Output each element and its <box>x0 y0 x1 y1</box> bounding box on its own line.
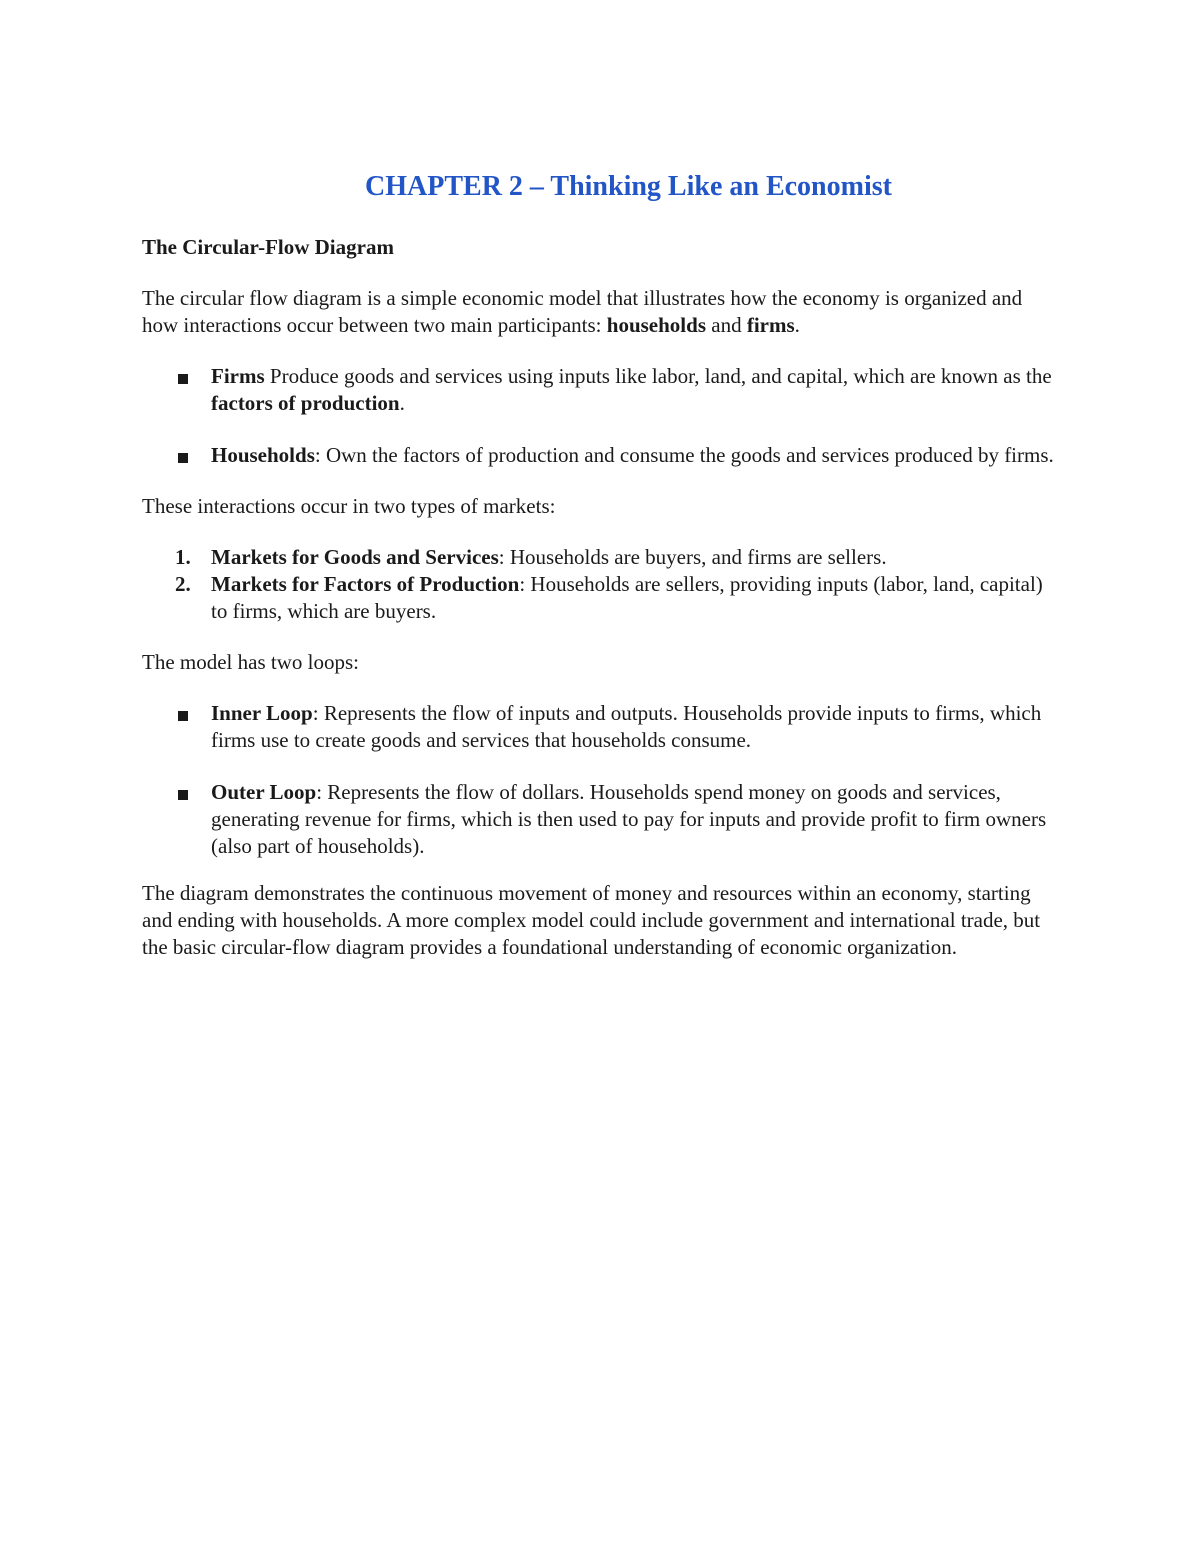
term-firms: Firms <box>211 364 265 388</box>
square-bullet-icon <box>178 790 188 800</box>
document-page <box>142 160 1057 961</box>
square-bullet-icon <box>178 711 188 721</box>
participants-list <box>142 363 1057 469</box>
term-households: Households <box>211 443 315 467</box>
term-markets-factors: Markets for Factors of Production <box>211 572 520 596</box>
intro-text-after: . <box>794 313 800 337</box>
list-item-market-goods <box>142 544 1057 571</box>
intro-text-mid: and <box>706 313 747 337</box>
term-markets-goods: Markets for Goods and Services <box>211 545 499 569</box>
intro-bold-households: households <box>606 313 706 337</box>
loops-list <box>142 700 1057 860</box>
section-heading: The Circular-Flow Diagram <box>142 235 394 259</box>
outer-loop-text: : Represents the flow of dollars. Households spend money on goods and services, generating revenue for firms, which is then used to pay for inputs and provide profit to firm owners (also part of households). <box>211 780 1047 858</box>
term-outer-loop: Outer Loop <box>211 780 317 804</box>
term-factors-of-production: factors of production <box>211 391 400 415</box>
list-item-firms <box>142 363 1057 417</box>
list-number: 1. <box>175 545 191 569</box>
closing-paragraph: The diagram demonstrates the continuous movement of money and resources within an economy, starting and ending with households. A more complex model could include government and international trade, but the basic circular-flow diagram provides a foundational understanding of economic organization. <box>142 881 1041 959</box>
intro-bold-firms: firms <box>746 313 795 337</box>
intro-paragraph <box>142 285 1057 339</box>
markets-list <box>142 544 1057 625</box>
firms-text-after: . <box>399 391 405 415</box>
square-bullet-icon <box>178 374 188 384</box>
loops-intro: The model has two loops: <box>142 650 359 674</box>
market-goods-text: : Households are buyers, and firms are sellers. <box>498 545 887 569</box>
list-item-market-factors <box>142 571 1057 625</box>
inner-loop-text: : Represents the flow of inputs and outputs. Households provide inputs to firms, which firms use to create goods and services that households consume. <box>211 701 1042 752</box>
intro-text-before: The circular flow diagram is a simple economic model that illustrates how the economy is organized and how interactions occur between two main participants: <box>142 286 1023 337</box>
list-number: 2. <box>175 572 191 596</box>
term-inner-loop: Inner Loop <box>211 701 313 725</box>
households-text: : Own the factors of production and consume the goods and services produced by firms. <box>314 443 1054 467</box>
list-item-outer-loop <box>142 779 1057 860</box>
page-title: CHAPTER 2 – Thinking Like an Economist <box>365 171 892 202</box>
markets-intro: These interactions occur in two types of markets: <box>142 494 556 518</box>
square-bullet-icon <box>178 453 188 463</box>
firms-text-before: Produce goods and services using inputs like labor, land, and capital, which are known as the <box>264 364 1052 388</box>
list-item-households <box>142 442 1057 469</box>
market-factors-text: : Households are sellers, providing inputs (labor, land, capital) to firms, which are buyers. <box>211 572 1043 623</box>
list-item-inner-loop <box>142 700 1057 754</box>
